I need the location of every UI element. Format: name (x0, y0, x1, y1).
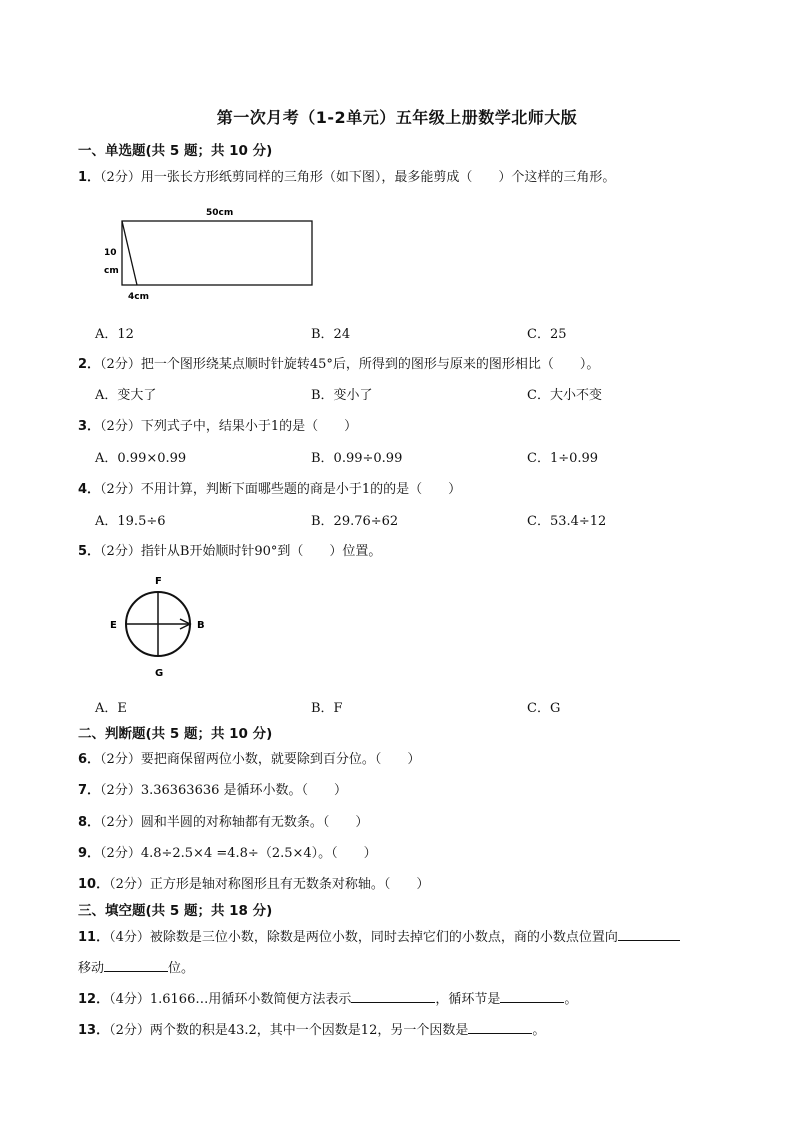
height-label: 10 (104, 248, 117, 258)
question-text: 。 (532, 1023, 546, 1038)
question-text: （2分）正方形是轴对称图形且有无数条对称轴。（ ） (109, 877, 430, 892)
question-text: （2分）下列式子中，结果小于1的是（ ） (100, 419, 358, 434)
option-b: B．29.76÷62 (311, 514, 399, 529)
option-a: A．E (95, 701, 127, 716)
rectangle-triangle-figure (100, 200, 320, 305)
question-10 (78, 873, 429, 892)
option-a: A．变大了 (95, 388, 157, 403)
option-a: A．19.5÷6 (95, 514, 166, 529)
answer-blank[interactable] (500, 990, 564, 1003)
question-number: 1． (78, 170, 101, 185)
question-1 (78, 166, 615, 185)
question-text: ，循环节是 (435, 992, 501, 1007)
option-c: C．25 (527, 327, 567, 342)
question-text: （2分）指针从B开始顺时针90°到（ ）位置。 (100, 544, 382, 559)
question-number: 5． (78, 544, 101, 559)
label-left: E (110, 620, 117, 631)
question-text: （2分）不用计算，判断下面哪些题的商是小于1的的是（ ） (100, 482, 462, 497)
question-number: 3． (78, 419, 101, 434)
option-a: A．12 (95, 327, 134, 342)
option-b: B．F (311, 701, 343, 716)
section-heading-true-false: 二、判断题(共 5 题；共 10 分) (78, 726, 273, 742)
question-8 (78, 811, 368, 830)
triangle-edge (122, 221, 137, 285)
question-number: 7． (78, 783, 101, 798)
question-5 (78, 540, 381, 559)
section-heading-single-choice: 一、单选题(共 5 题；共 10 分) (78, 143, 273, 159)
option-a: A．0.99×0.99 (95, 451, 187, 466)
question-number: 12． (78, 992, 110, 1007)
width-label: 50cm (206, 208, 234, 218)
question-text: 。 (564, 992, 578, 1007)
question-text: （4分）被除数是三位小数，除数是两位小数，同时去掉它们的小数点，商的小数点位置向 (109, 930, 618, 945)
option-b: B．0.99÷0.99 (311, 451, 403, 466)
question-6 (78, 748, 420, 767)
answer-blank[interactable] (468, 1021, 532, 1034)
question-text: （4分）1.6166…用循环小数简便方法表示 (109, 992, 352, 1007)
label-bottom: G (155, 668, 164, 679)
question-text: （2分）4.8÷2.5×4 =4.8÷（2.5×4）。（ ） (100, 846, 377, 861)
question-9 (78, 842, 377, 861)
height-unit-label: cm (104, 266, 119, 276)
option-b: B．24 (311, 327, 351, 342)
base-label: 4cm (128, 292, 149, 302)
question-number: 2． (78, 357, 101, 372)
answer-blank[interactable] (351, 990, 435, 1003)
rectangle-shape (122, 221, 312, 285)
option-c: C．大小不变 (527, 388, 602, 403)
question-3 (78, 415, 357, 434)
option-c: C．53.4÷12 (527, 514, 607, 529)
section-heading-fill-in: 三、填空题(共 5 题；共 18 分) (78, 903, 273, 919)
clock-dial-figure (100, 570, 220, 685)
label-top: F (155, 576, 162, 587)
question-number: 11． (78, 930, 110, 945)
question-text: （2分）要把商保留两位小数，就要除到百分位。（ ） (100, 752, 421, 767)
question-number: 9． (78, 846, 101, 861)
question-number: 13． (78, 1023, 110, 1038)
question-text: （2分）把一个图形绕某点顺时针旋转45°后，所得到的图形与原来的图形相比（ ）。 (100, 357, 600, 372)
question-7 (78, 779, 347, 798)
question-11-continued (78, 957, 194, 976)
question-13 (78, 1019, 545, 1038)
question-text: （2分）圆和半圆的对称轴都有无数条。（ ） (100, 815, 369, 830)
question-11 (78, 926, 680, 945)
question-number: 6． (78, 752, 101, 767)
question-text: （2分）3.36363636 是循环小数。（ ） (100, 783, 348, 798)
question-2 (78, 353, 599, 372)
option-b: B．变小了 (311, 388, 373, 403)
question-number: 8． (78, 815, 101, 830)
option-c: C．1÷0.99 (527, 451, 599, 466)
label-right: B (197, 620, 205, 631)
question-4 (78, 478, 461, 497)
answer-blank[interactable] (104, 959, 168, 972)
question-number: 4． (78, 482, 101, 497)
page-title: 第一次月考（1-2单元）五年级上册数学北师大版 (216, 108, 578, 127)
answer-blank[interactable] (618, 928, 680, 941)
question-text: （2分）用一张长方形纸剪同样的三角形（如下图），最多能剪成（ ）个这样的三角形。 (100, 170, 616, 185)
question-text: （2分）两个数的积是43.2，其中一个因数是12，另一个因数是 (109, 1023, 469, 1038)
option-c: C．G (527, 701, 561, 716)
question-number: 10． (78, 877, 110, 892)
question-text: 移动 (78, 961, 105, 976)
question-text: 位。 (168, 961, 195, 976)
question-12 (78, 988, 577, 1007)
